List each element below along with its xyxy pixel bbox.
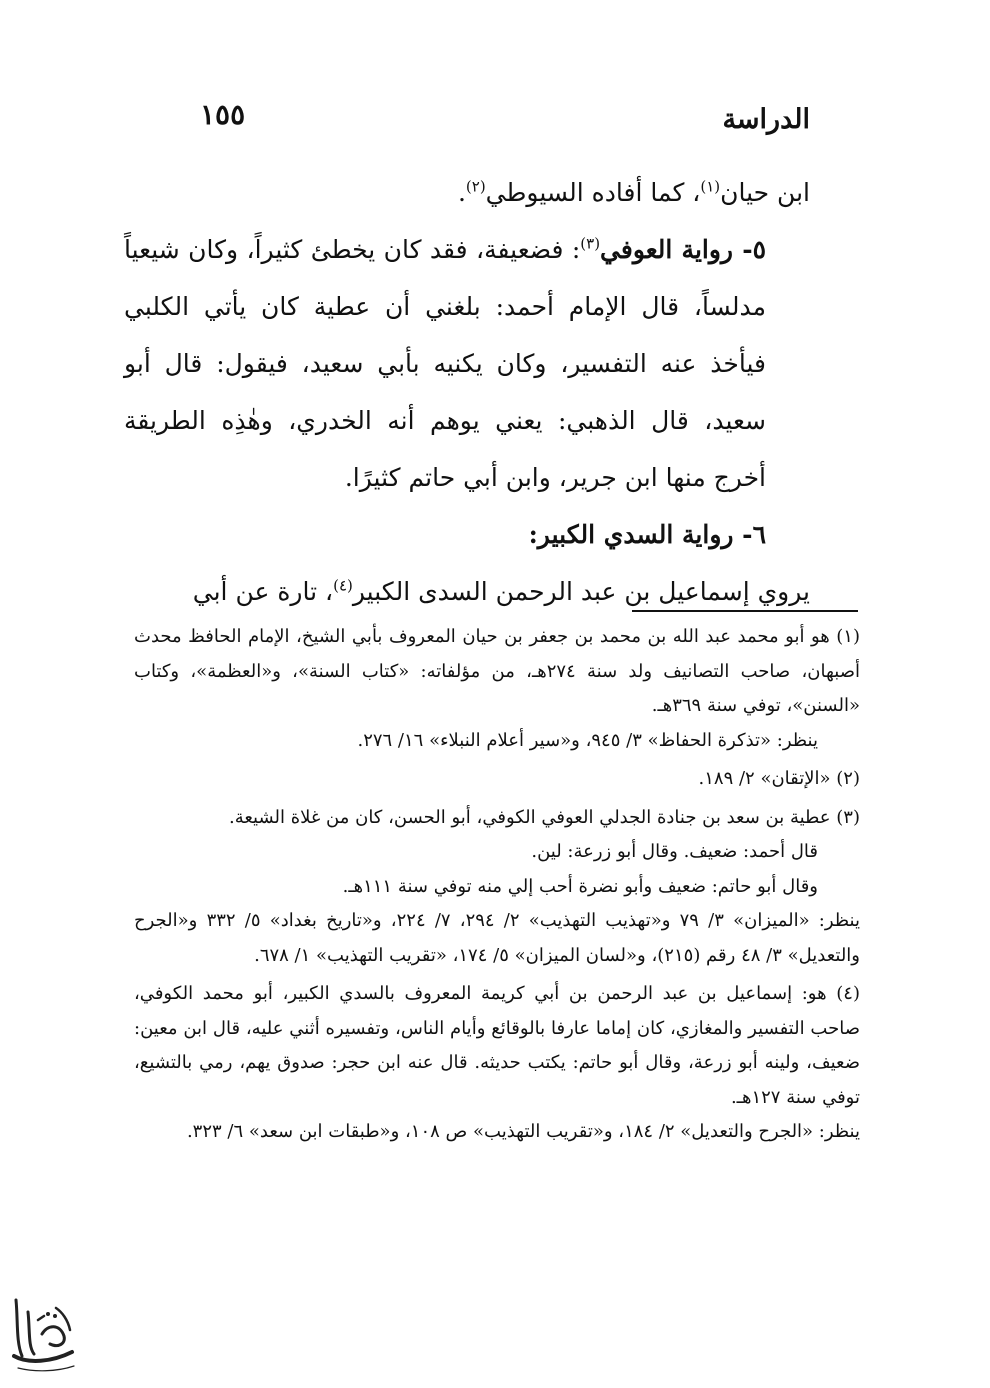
- footnote-ref-3: (٣): [580, 234, 601, 253]
- footnotes: [134, 620, 860, 1154]
- footnote-4-body: (٤) هو: إسماعيل بن عبد الرحمن بن أبي كريمة المعروف بالسدي الكبير، أبو محمد الكوفي، صاحب التفسير والمغازي، كان إماما عارفا بالوقائع وأيام الناس، وتفسيره أثني عليه، قال ابن معين: ضعيف، ولينه أبو زرعة، وقال أبو حاتم: يكتب حديثه. قال عنه ابن حجر: صدوق يهم، رمي بالتشيع، توفي سنة ١٢٧هـ.: [134, 983, 860, 1108]
- paragraph-3: [124, 506, 810, 563]
- paragraph-2-text: : فضعيفة، فقد كان يخطئ كثيراً، وكان شيعياً مدلساً، قال الإمام أحمد: بلغني أن عطية كان يأتي الكلبي فيأخذ عنه التفسير، وكان يكنيه بأبي سعيد، فيقول: قال أبو سعيد، قال الذهبي: يعني يوهم أنه الخدري، وهٰذِه الطريقة أخرج منها ابن جرير، وابن أبي حاتم كثيرًا.: [124, 235, 766, 492]
- footnote-1: [134, 620, 860, 758]
- section-heading-6: ٦- رواية السدي الكبير:: [528, 520, 766, 549]
- footnote-4-ref: ينظر: «الجرح والتعديل» ٢/ ١٨٤، و«تقريب التهذيب» ص ١٠٨، و«طبقات ابن سعد» ٦/ ٣٢٣.: [186, 1121, 860, 1142]
- section-heading-5: ٥- رواية العوفي: [600, 235, 767, 264]
- footnote-3-ref: ينظر: «الميزان» ٣/ ٧٩ و«تهذيب التهذيب» ٢/ ٢٩٤، ٧/ ٢٢٤، و«تاريخ بغداد» ٥/ ٣٣٢ و«الجرح والتعديل» ٣/ ٤٨ رقم (٢١٥)، و«لسان الميزان» ٥/ ١٧٤، «تقريب التهذيب» ١/ ٦٧٨.: [134, 910, 860, 966]
- footnote-separator: [632, 610, 858, 612]
- footnote-ref-1: (١): [700, 177, 721, 196]
- paragraph-1-text-a: ابن حيان: [720, 178, 810, 207]
- main-body: [124, 164, 810, 620]
- footnote-3-line-2: قال أحمد: ضعيف. وقال أبو زرعة: لين.: [531, 841, 818, 862]
- footnote-1-ref: ينظر: «تذكرة الحفاظ» ٣/ ٩٤٥، و«سير أعلام النبلاء» ١٦/ ٢٧٦.: [357, 729, 818, 751]
- footnote-1-body: (١) هو أبو محمد عبد الله بن محمد بن جعفر بن حيان المعروف بأبي الشيخ، الإمام الحافظ محدث أصبهان، صاحب التصانيف ولد سنة ٢٧٤هـ، من مؤلفاته: «كتاب السنة»، و«العظمة»، وكتاب «السنن»، توفي سنة ٣٦٩هـ.: [134, 626, 860, 716]
- footnote-2: [134, 762, 860, 797]
- paragraph-2: [124, 221, 810, 506]
- footnote-4: [134, 977, 860, 1150]
- paragraph-4-text-a: يروي إسماعيل بن عبد الرحمن السدى الكبير: [352, 577, 810, 606]
- paragraph-1: [124, 164, 810, 221]
- paragraph-4-text-b: ، تارة عن أبي: [192, 577, 334, 606]
- calligraphy-logo-icon: [8, 1290, 80, 1376]
- footnote-ref-4: (٤): [333, 576, 353, 595]
- page-number: ١٥٥: [200, 98, 246, 131]
- footnote-2-body: (٢) «الإتقان» ٢/ ١٨٩.: [698, 768, 860, 789]
- running-header-title: الدراسة: [722, 104, 810, 135]
- footnote-3-body: (٣) عطية بن سعد بن جنادة الجدلي العوفي الكوفي، أبو الحسن، كان من غلاة الشيعة.: [228, 806, 860, 828]
- paragraph-1-text-c: .: [457, 178, 466, 207]
- paragraph-1-text-b: ، كما أفاده السيوطي: [485, 178, 701, 207]
- footnote-3-line-3: وقال أبو حاتم: ضعيف وأبو نضرة أحب إلي منه توفي سنة ١١١هـ.: [342, 875, 818, 897]
- footnote-ref-2: (٢): [465, 177, 486, 196]
- footnote-3: [134, 801, 860, 974]
